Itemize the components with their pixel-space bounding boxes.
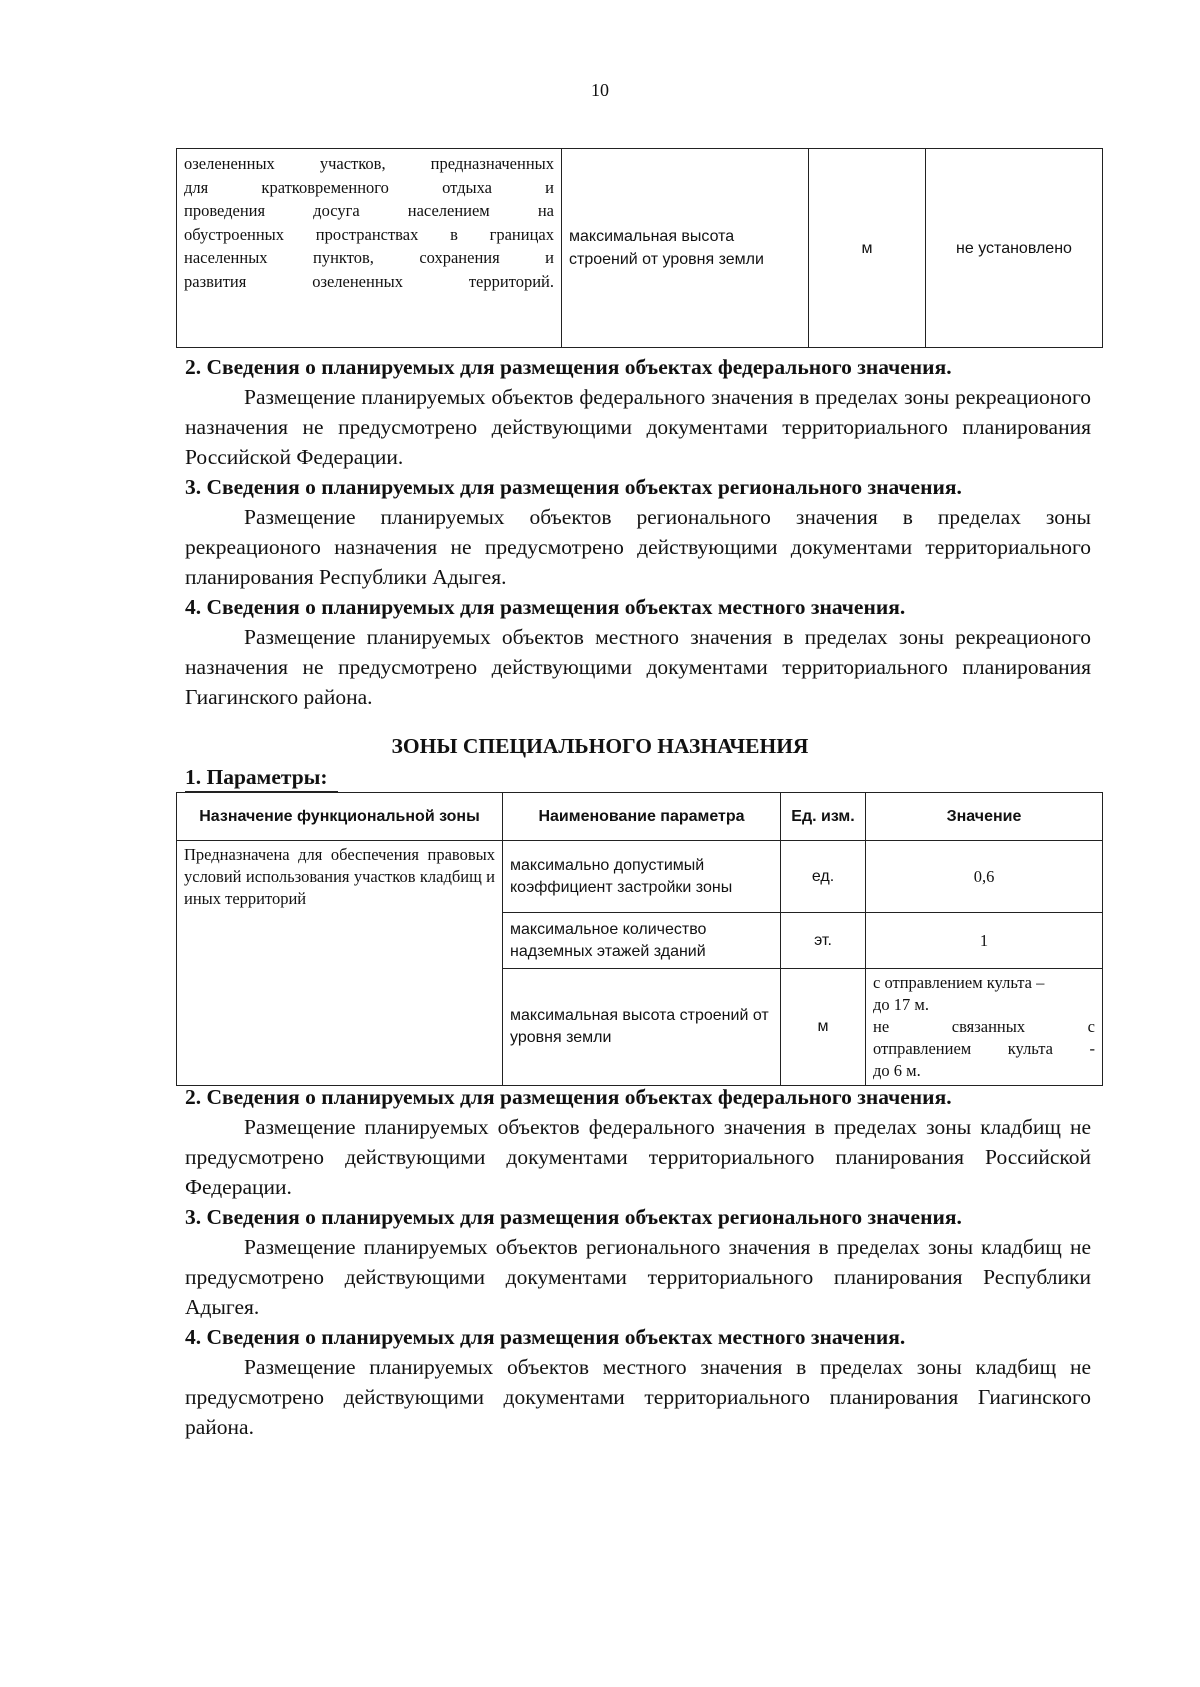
section-heading: 3. Сведения о планируемых для размещения объектах регионального значения. bbox=[185, 475, 962, 499]
zone-purpose-cell: Предназначена для обеспечения правовых условий использования участков кладбищ и иных территорий bbox=[177, 841, 503, 1086]
purpose-line: обустроенных пространствах в границах bbox=[184, 224, 554, 244]
table-row bbox=[177, 149, 1103, 348]
purpose-line: населенных пунктов, сохранения и bbox=[184, 248, 554, 267]
header-param-name: Наименование параметра bbox=[503, 793, 781, 841]
header-unit: Ед. изм. bbox=[781, 793, 866, 841]
section-paragraph: Размещение планируемых объектов федерального значения в пределах зоны рекреационого назначения не предусмотрено действующими документами территориального планирования Российской Федерации. bbox=[185, 385, 1091, 469]
value-line: до 6 м. bbox=[873, 1061, 921, 1080]
purpose-line: озелененных участков, предназначенных bbox=[184, 154, 554, 173]
table-row bbox=[177, 841, 1103, 913]
zone-title: ЗОНЫ СПЕЦИАЛЬНОГО НАЗНАЧЕНИЯ bbox=[391, 734, 809, 758]
value-cell: 1 bbox=[866, 913, 1103, 969]
param-name-cell: максимальная высота строений от уровня земли bbox=[562, 149, 809, 348]
params-heading: 1. Параметры: bbox=[185, 763, 338, 792]
cemetery-sections bbox=[185, 1082, 1091, 1442]
section-heading: 2. Сведения о планируемых для размещения объектах федерального значения. bbox=[185, 1085, 952, 1109]
section-heading: 2. Сведения о планируемых для размещения объектах федерального значения. bbox=[185, 355, 952, 379]
unit-cell: м bbox=[809, 149, 926, 348]
value-cell: 0,6 bbox=[866, 841, 1103, 913]
value-line: не связанных с bbox=[873, 1017, 1095, 1036]
table-header-row bbox=[177, 793, 1103, 841]
purpose-line: развития озелененных территорий. bbox=[184, 271, 554, 291]
param-name-cell: максимально допустимый коэффициент застройки зоны bbox=[503, 841, 781, 913]
section-heading: 4. Сведения о планируемых для размещения объектах местного значения. bbox=[185, 595, 906, 619]
special-zone-params-table bbox=[176, 792, 1103, 1086]
section-paragraph: Размещение планируемых объектов местного значения в пределах зоны рекреационого назначения не предусмотрено действующими документами территориального планирования Гиагинского района. bbox=[185, 625, 1091, 709]
unit-cell: эт. bbox=[781, 913, 866, 969]
value-cell: не установлено bbox=[926, 149, 1103, 348]
section-paragraph: Размещение планируемых объектов федерального значения в пределах зоны кладбищ не предусмотрено действующими документами территориального планирования Российской Федерации. bbox=[185, 1115, 1091, 1199]
section-paragraph: Размещение планируемых объектов регионального значения в пределах зоны рекреационого назначения не предусмотрено действующими документами территориального планирования Республики Адыгея. bbox=[185, 505, 1091, 589]
param-name-cell: максимальная высота строений от уровня земли bbox=[503, 969, 781, 1086]
header-value: Значение bbox=[866, 793, 1103, 841]
param-name-cell: максимальное количество надземных этажей зданий bbox=[503, 913, 781, 969]
section-paragraph: Размещение планируемых объектов регионального значения в пределах зоны кладбищ не предусмотрено действующими документами территориального планирования Республики Адыгея. bbox=[185, 1235, 1091, 1319]
recreation-sections bbox=[185, 352, 1091, 712]
value-line: до 17 м. bbox=[873, 995, 929, 1014]
recreation-params-table-continued bbox=[176, 148, 1103, 348]
section-heading: 4. Сведения о планируемых для размещения объектах местного значения. bbox=[185, 1325, 906, 1349]
purpose-line: проведения досуга населением на bbox=[184, 201, 554, 220]
section-paragraph: Размещение планируемых объектов местного значения в пределах зоны кладбищ не предусмотрено действующими документами территориального планирования Гиагинского района. bbox=[185, 1355, 1091, 1439]
unit-cell: ед. bbox=[781, 841, 866, 913]
value-line: с отправлением культа – bbox=[873, 973, 1045, 992]
header-zone-purpose: Назначение функциональной зоны bbox=[177, 793, 503, 841]
section-heading: 3. Сведения о планируемых для размещения объектах регионального значения. bbox=[185, 1205, 962, 1229]
unit-cell: м bbox=[781, 969, 866, 1086]
purpose-line: для кратковременного отдыха и bbox=[184, 177, 554, 197]
page-number: 10 bbox=[591, 80, 609, 100]
value-line: отправлением культа - bbox=[873, 1039, 1095, 1058]
value-cell bbox=[866, 969, 1103, 1086]
zone-purpose-cell bbox=[177, 149, 562, 348]
